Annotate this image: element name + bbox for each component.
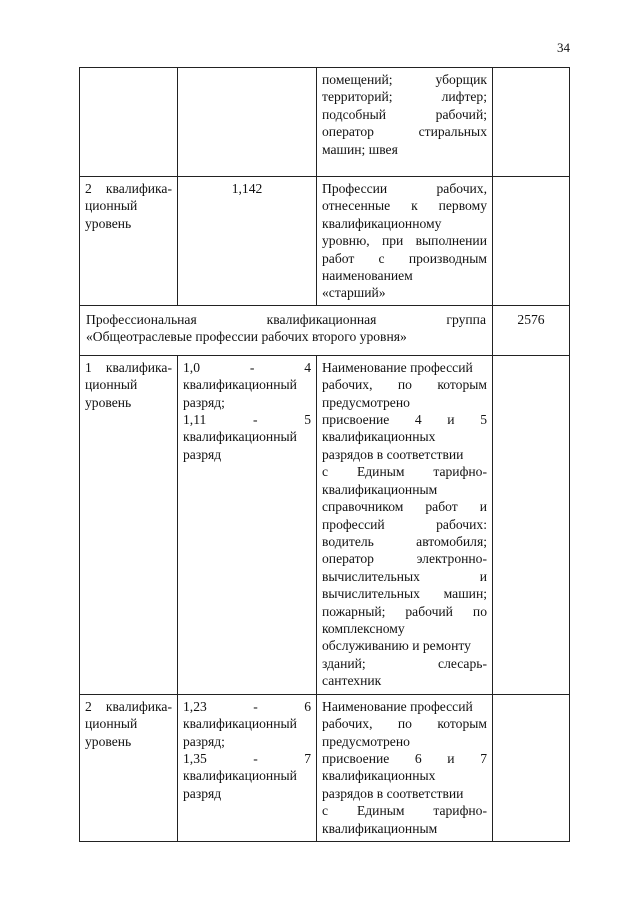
coefficient-line: квалификационный [183, 716, 297, 732]
coefficient-line: 1,35 - 7 [183, 751, 311, 767]
description-line: квалификационным [322, 481, 438, 497]
coefficient-line: 1,11 - 5 [183, 412, 311, 428]
level-line: ционный [85, 377, 138, 393]
description-line: комплексному [322, 620, 405, 636]
description-line: разрядов в соответствии [322, 446, 464, 462]
description-line: оператор стиральных [322, 124, 487, 140]
coefficient-cell [178, 694, 317, 841]
description-line: вычислительных машин; [322, 586, 487, 602]
group-title-cell [80, 305, 493, 355]
coefficient-line: квалификационный [183, 429, 297, 445]
level-cell [80, 694, 178, 841]
description-cell [317, 694, 493, 841]
description-line: машин; швея [322, 141, 398, 157]
description-line: квалификационных [322, 768, 436, 784]
description-line: предусмотрено [322, 394, 410, 410]
group-value-cell [493, 305, 570, 355]
coefficient-line: 1,23 - 6 [183, 698, 311, 714]
description-line: справочником работ и [322, 499, 487, 515]
coefficient-value: 1,142 [231, 181, 263, 196]
description-line: пожарный; рабочий по [322, 603, 487, 619]
description-line: рабочих, по которым [322, 716, 487, 732]
coefficient-line: квалификационный [183, 768, 297, 784]
table-row [80, 177, 570, 306]
level-line: уровень [85, 215, 132, 231]
coefficient-cell [178, 177, 317, 306]
description-line: присвоение 6 и 7 [322, 751, 487, 767]
description-line: помещений; уборщик [322, 72, 487, 87]
description-line: с Единым тарифно- [322, 464, 487, 480]
description-line: квалификационным [322, 820, 438, 836]
description-line: территорий; лифтер; [322, 89, 487, 105]
coefficient-line: 1,0 - 4 [183, 359, 311, 375]
value-cell [493, 68, 570, 177]
level-line: 2 квалифика- [85, 698, 172, 714]
level-line: 1 квалифика- [85, 359, 172, 375]
coefficient-line: разряд; [183, 394, 225, 410]
description-line: обслуживанию и ремонту [322, 638, 471, 654]
description-line: зданий; слесарь- [322, 655, 487, 671]
table-row [80, 68, 570, 177]
value-cell [493, 694, 570, 841]
group-title-line: «Общеотраслевые профессии рабочих второго уровня» [86, 329, 407, 345]
coefficient-line: квалификационный [183, 377, 297, 393]
description-line: «старший» [322, 285, 386, 301]
value-cell [493, 355, 570, 694]
level-line: уровень [85, 394, 132, 410]
coefficient-cell [178, 355, 317, 694]
description-line: профессий рабочих: [322, 516, 487, 532]
description-line: наименованием [322, 268, 413, 284]
group-value: 2576 [517, 311, 545, 327]
level-cell [80, 177, 178, 306]
description-line: Наименование профессий [322, 359, 473, 375]
level-line: уровень [85, 733, 132, 749]
description-line: сантехник [322, 673, 382, 689]
group-row [80, 305, 570, 355]
description-line: с Единым тарифно- [322, 803, 487, 819]
level-line: 2 квалифика- [85, 181, 172, 196]
description-cell [317, 177, 493, 306]
page-number: 34 [557, 40, 570, 55]
level-cell [80, 355, 178, 694]
table-row [80, 694, 570, 841]
description-line: разрядов в соответствии [322, 785, 464, 801]
description-line: уровню, при выполнении [322, 233, 487, 249]
description-line: предусмотрено [322, 733, 410, 749]
level-line: ционный [85, 716, 138, 732]
group-title-line: Профессиональная квалификационная группа [86, 311, 486, 327]
coefficient-line: разряд; [183, 733, 225, 749]
description-cell [317, 355, 493, 694]
description-line: подсобный рабочий; [322, 106, 487, 122]
coefficient-line: разряд [183, 446, 222, 462]
table-row [80, 355, 570, 694]
value-cell [493, 177, 570, 306]
description-line: присвоение 4 и 5 [322, 412, 487, 428]
level-cell [80, 68, 178, 177]
description-line: Профессии рабочих, [322, 181, 487, 196]
salary-table [79, 67, 570, 842]
description-line: водитель автомобиля; [322, 533, 487, 549]
description-line: вычислительных и [322, 568, 487, 584]
description-line: квалификационному [322, 215, 442, 231]
description-line: работ с производным [322, 250, 487, 266]
description-line: отнесенные к первому [322, 198, 487, 214]
description-line: квалификационных [322, 429, 436, 445]
coefficient-cell [178, 68, 317, 177]
description-line: Наименование профессий [322, 698, 473, 714]
description-cell [317, 68, 493, 177]
description-line: оператор электронно- [322, 551, 487, 567]
description-line: рабочих, по которым [322, 377, 487, 393]
coefficient-line: разряд [183, 785, 222, 801]
level-line: ционный [85, 198, 138, 214]
